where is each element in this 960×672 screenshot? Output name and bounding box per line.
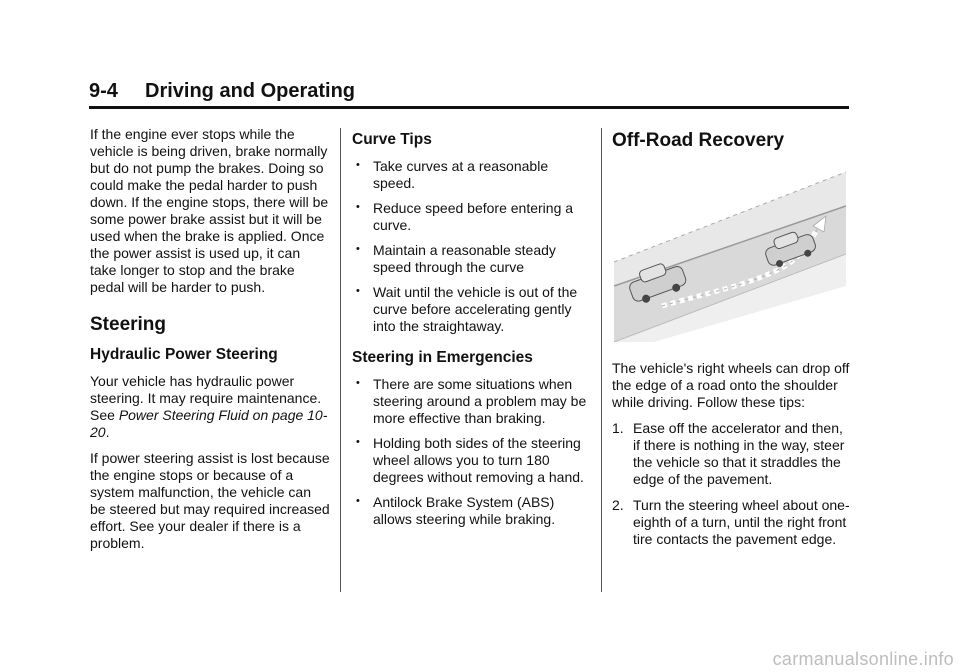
bullet-icon: • xyxy=(356,285,360,297)
step-item xyxy=(612,497,852,548)
bullet-text: There are some situations when steering around a problem may be more effective than braking. xyxy=(373,376,587,426)
step-text: Ease off the accelerator and then, if there is nothing in the way, steer the vehicle so that it straddles the edge of the pavement. xyxy=(633,420,845,487)
page-number: 9-4 xyxy=(89,80,118,102)
bullet-text: Maintain a reasonable steady speed through the curve xyxy=(373,242,556,275)
assist-lost-paragraph: If power steering assist is lost because the engine stops or because of a system malfunction, the vehicle can be steered but may required increased effort. See your dealer if there is a problem. xyxy=(90,450,330,551)
off-road-recovery-illustration xyxy=(614,166,846,342)
bullet-icon: • xyxy=(356,377,360,389)
column-divider-1 xyxy=(340,128,341,592)
engine-stop-paragraph: If the engine ever stops while the vehicle is being driven, brake normally but do not pump the brakes. Doing so could make the pedal harder to push down. If the engine stops, there will be some power brake assist but it will be used when the brake is applied. Once the power assist is used up, it can take longer to stop and the brake pedal will be harder to push. xyxy=(90,126,329,295)
column-left xyxy=(90,126,330,561)
bullet-text: Holding both sides of the steering wheel allows you to turn 180 degrees without removing a hand. xyxy=(373,435,584,485)
hydraulic-paragraph xyxy=(90,373,330,441)
emergency-bullet xyxy=(352,376,592,427)
off-road-recovery-heading: Off-Road Recovery xyxy=(612,130,785,151)
hydraulic-heading: Hydraulic Power Steering xyxy=(90,346,278,363)
curve-bullet xyxy=(352,284,592,335)
power-steering-fluid-link[interactable]: Power Steering Fluid on page 10-20 xyxy=(90,407,328,440)
bullet-icon: • xyxy=(356,201,360,213)
column-divider-2 xyxy=(601,128,602,592)
step-item xyxy=(612,420,852,488)
hydraulic-text: Your vehicle has hydraulic power steering. It may require maintenance. See xyxy=(90,373,322,423)
off-road-intro: The vehicle's right wheels can drop off the edge of a road onto the shoulder while driving. Follow these tips: xyxy=(612,360,850,410)
step-number: 1. xyxy=(612,420,624,436)
curve-bullet xyxy=(352,158,592,192)
bullet-text: Antilock Brake System (ABS) allows steering while braking. xyxy=(373,494,556,527)
column-middle xyxy=(352,126,592,536)
page-header xyxy=(89,80,849,109)
bullet-icon: • xyxy=(356,243,360,255)
chapter-title: Driving and Operating xyxy=(145,80,356,102)
emergency-bullet xyxy=(352,435,592,486)
emergency-bullet xyxy=(352,494,592,528)
curve-tips-heading: Curve Tips xyxy=(352,131,432,148)
bullet-icon: • xyxy=(356,495,360,507)
bullet-icon: • xyxy=(356,436,360,448)
hydraulic-end: . xyxy=(105,424,110,440)
bullet-icon: • xyxy=(356,159,360,171)
curve-bullet xyxy=(352,200,592,234)
step-text: Turn the steering wheel about one-eighth of a turn, until the right front tire contacts the pavement edge. xyxy=(633,497,850,547)
steering-heading: Steering xyxy=(90,314,167,335)
bullet-text: Reduce speed before entering a curve. xyxy=(373,200,574,233)
bullet-text: Take curves at a reasonable speed. xyxy=(373,158,549,191)
curve-bullet xyxy=(352,242,592,276)
emergencies-heading: Steering in Emergencies xyxy=(352,349,533,366)
column-right xyxy=(612,126,852,557)
step-number: 2. xyxy=(612,497,624,513)
bullet-text: Wait until the vehicle is out of the curve before accelerating gently into the straightaway. xyxy=(373,284,578,334)
watermark-link[interactable]: carmanualsonline.info xyxy=(772,649,954,669)
